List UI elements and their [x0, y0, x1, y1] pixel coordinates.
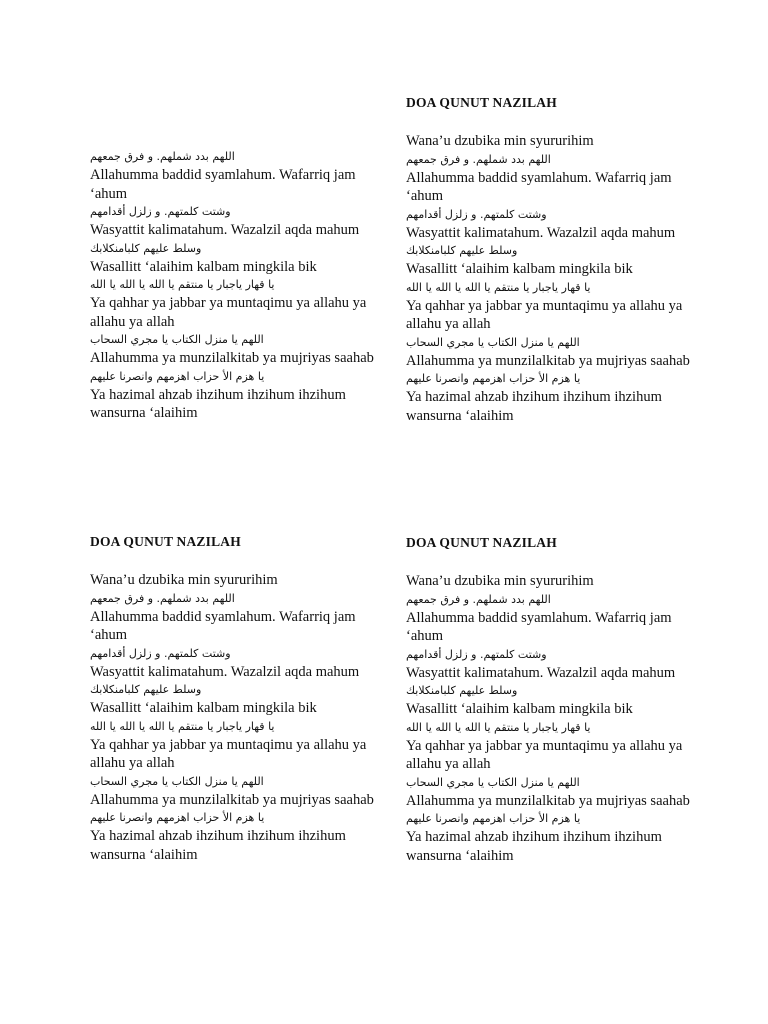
transliteration-line: Wasyattit kalimatahum. Wazalzil aqda mahum	[406, 224, 676, 241]
transliteration-line: Ya qahhar ya jabbar ya muntaqimu ya allahu ya allahu ya allah	[90, 295, 367, 330]
arabic-line: يا قهار ياجبار يا منتقم يا الله يا الله يا الله	[406, 720, 591, 734]
arabic-line: يا هزم الأ حزاب اهزمهم وانصرنا عليهم	[90, 369, 265, 383]
transliteration-line: Ya hazimal ahzab ihzihum ihzihum ihzihum wansurna ‘alaihim	[406, 389, 662, 424]
arabic-line: اللهم يا منزل الكتاب يا مجري السحاب	[406, 335, 580, 349]
doa-lines	[90, 571, 380, 864]
transliteration-line: Wasyattit kalimatahum. Wazalzil aqda mahum	[90, 222, 360, 238]
arabic-line: يا هزم الأ حزاب اهزمهم وانصرنا عليهم	[90, 811, 265, 824]
transliteration-line: Wasallitt ‘alaihim kalbam mingkila bik	[406, 701, 633, 717]
arabic-line: اللهم يا منزل الكتاب يا مجري السحاب	[90, 333, 264, 346]
transliteration-line: Allahumma ya munzilalkitab ya mujriyas saahab	[406, 352, 690, 369]
doa-lines	[406, 572, 696, 865]
arabic-line: يا هزم الأ حزاب اهزمهم وانصرنا عليهم	[406, 372, 581, 385]
transliteration-line: Wasallitt ‘alaihim kalbam mingkila bik	[90, 700, 317, 716]
arabic-line: اللهم بدد شملهم. و فرق جمعهم	[406, 592, 551, 606]
arabic-line: وسلط عليهم كلبامنكلابك	[406, 684, 518, 697]
doa-lines	[406, 132, 696, 425]
arabic-line: وشتت كلمتهم. و زلزل أقدامهم	[90, 646, 231, 660]
transliteration-line: Allahumma baddid syamlahum. Wafarriq jam ‘ahum	[406, 609, 672, 644]
transliteration-line: Wasyattit kalimatahum. Wazalzil aqda mahum	[406, 664, 676, 681]
arabic-line: يا قهار ياجبار يا منتقم يا الله يا الله يا الله	[90, 278, 275, 291]
arabic-line: اللهم بدد شملهم. و فرق جمعهم	[406, 152, 551, 166]
arabic-line: اللهم بدد شملهم. و فرق جمعهم	[90, 591, 235, 605]
transliteration-line: Ya hazimal ahzab ihzihum ihzihum ihzihum wansurna ‘alaihim	[90, 828, 346, 863]
arabic-line: يا هزم الأ حزاب اهزمهم وانصرنا عليهم	[406, 812, 581, 825]
transliteration-line: Ya hazimal ahzab ihzihum ihzihum ihzihum wansurna ‘alaihim	[90, 386, 346, 421]
arabic-line: اللهم يا منزل الكتاب يا مجري السحاب	[406, 775, 580, 789]
arabic-line: يا قهار ياجبار يا منتقم يا الله يا الله يا الله	[90, 719, 275, 733]
arabic-line: وسلط عليهم كلبامنكلابك	[90, 683, 202, 696]
transliteration-line: Ya qahhar ya jabbar ya muntaqimu ya allahu ya allahu ya allah	[90, 736, 367, 771]
transliteration-line: Ya qahhar ya jabbar ya muntaqimu ya allahu ya allahu ya allah	[406, 297, 683, 332]
arabic-line: وسلط عليهم كلبامنكلابك	[90, 241, 202, 255]
transliteration-line: Allahumma baddid syamlahum. Wafarriq jam ‘ahum	[406, 169, 672, 204]
doa-block-top-right	[406, 95, 696, 425]
transliteration-line: Wasyattit kalimatahum. Wazalzil aqda mahum	[90, 663, 360, 680]
transliteration-line: Wana’u dzubika min syururihim	[406, 133, 594, 149]
transliteration-line: Allahumma ya munzilalkitab ya mujriyas saahab	[90, 791, 374, 808]
arabic-line: يا قهار ياجبار يا منتقم يا الله يا الله يا الله	[406, 280, 591, 294]
doa-block-top-left	[90, 148, 380, 423]
doa-block-bottom-left	[90, 534, 380, 864]
transliteration-line: Wana’u dzubika min syururihim	[406, 573, 594, 589]
doa-lines	[90, 148, 380, 423]
arabic-line: وشتت كلمتهم. و زلزل أقدامهم	[90, 205, 231, 218]
arabic-line: وشتت كلمتهم. و زلزل أقدامهم	[406, 207, 547, 221]
transliteration-line: Allahumma ya munzilalkitab ya mujriyas saahab	[90, 350, 374, 366]
arabic-line: اللهم يا منزل الكتاب يا مجري السحاب	[90, 774, 264, 788]
transliteration-line: Allahumma baddid syamlahum. Wafarriq jam ‘ahum	[90, 608, 356, 643]
arabic-line: وسلط عليهم كلبامنكلابك	[406, 244, 518, 257]
transliteration-line: Wasallitt ‘alaihim kalbam mingkila bik	[406, 261, 633, 277]
doa-title: DOA QUNUT NAZILAH	[406, 95, 557, 110]
transliteration-line: Ya hazimal ahzab ihzihum ihzihum ihzihum wansurna ‘alaihim	[406, 829, 662, 864]
arabic-line: وشتت كلمتهم. و زلزل أقدامهم	[406, 647, 547, 661]
transliteration-line: Wasallitt ‘alaihim kalbam mingkila bik	[90, 258, 317, 275]
transliteration-line: Allahumma ya munzilalkitab ya mujriyas saahab	[406, 792, 690, 809]
transliteration-line: Ya qahhar ya jabbar ya muntaqimu ya allahu ya allahu ya allah	[406, 737, 683, 772]
doa-title: DOA QUNUT NAZILAH	[90, 534, 241, 549]
transliteration-line: Allahumma baddid syamlahum. Wafarriq jam ‘ahum	[90, 167, 356, 202]
arabic-line: اللهم بدد شملهم. و فرق جمعهم	[90, 150, 235, 163]
doa-block-bottom-right	[406, 535, 696, 865]
doa-title: DOA QUNUT NAZILAH	[406, 535, 557, 550]
transliteration-line: Wana’u dzubika min syururihim	[90, 572, 278, 588]
